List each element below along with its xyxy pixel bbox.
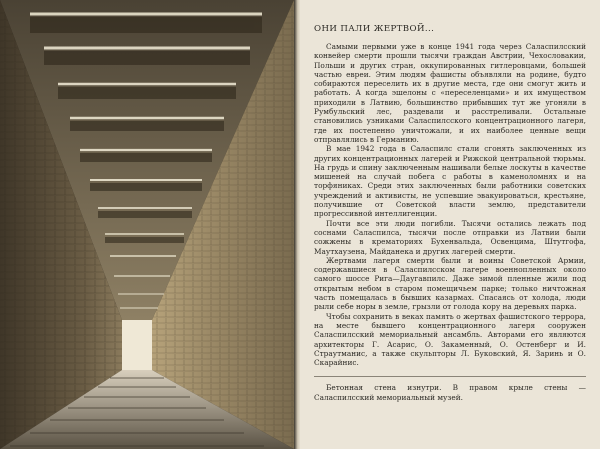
- paragraph-1: Самыми первыми уже в конце 1941 года через Саласпилсский конвейер смерти прошли тысячи граждан Австрии, Чехословакии, Польши и других стран, оккупированных гитлеровцами, большей частью евреи. Этим людям фашисты объявляли на родине, будто собираются переселить их в другие места, где они смогут жить и работать. А когда эшелоны с «переселенцами» и их имуществом приходили в Латвию, большинство прибывших тут же угоняли в Румбульский лес, раздевали и расстреливали. Остальные становились узниками Саласпилсского концентрационного лагеря, где их постепенно уничтожали, и их наиболее ценные вещи отправлялись в Германию.: [314, 42, 586, 144]
- paragraph-5: Чтобы сохранить в веках память о жертвах фашистского террора, на месте бывшего концентрационного лагеря сооружен Саласпилсский мемориальный ансамбль. Авторами его являются архитекторы Г. Асарис, О. Закаменный, О. Остенберг и И. Страутманис, а также скульпторы Л. Буковский, Я. Заринь и О. Скарайнис.: [314, 311, 586, 368]
- caption-divider: [314, 376, 586, 377]
- paragraph-2: В мае 1942 года в Саласпилс стали сгонять заключенных из других концентрационных лагерей и Рижской центральной тюрьмы. На грудь и спину заключенным нашивали белые лоскуты в качестве мишеней на случай побега с работы в каменоломнях и на торфяниках. Среди этих заключенных были работники советских учреждений и активисты, не успевшие эвакуироваться, крестьяне, получившие от Советской власти землю, представители прогрессивной интеллигенции.: [314, 144, 586, 219]
- paragraph-4: Жертвами лагеря смерти были и воины Советской Армии, содержавшиеся в Саласпилсском лагере военнопленных около самого шоссе Рига—Даугавпилс. Даже зимой пленные жили под открытым небом в старом помещичьем парке; только ничтожная часть помещалась в бывших казармах. Спасаясь от холода, люди рыли себе норы в земле, грызли от голода кору на деревьях парка.: [314, 255, 586, 312]
- corridor-photo: [0, 0, 294, 449]
- article-body: [314, 42, 586, 367]
- paragraph-3: Почти все эти люди погибли. Тысячи остались лежать под соснами Саласпилса, тысячи после отправки из Латвии были сожжены в крематориях Бухенвальда, Освенцима, Штутгофа, Маутхаузена, Майданека и других лагерей смерти.: [314, 218, 586, 256]
- photo-caption: Бетонная стена изнутри. В правом крыле стены — Саласпилсский мемориальный музей.: [314, 383, 586, 402]
- corridor-illustration: [0, 0, 294, 449]
- article-title: ОНИ ПАЛИ ЖЕРТВОЙ...: [314, 24, 435, 34]
- text-page: [300, 0, 600, 449]
